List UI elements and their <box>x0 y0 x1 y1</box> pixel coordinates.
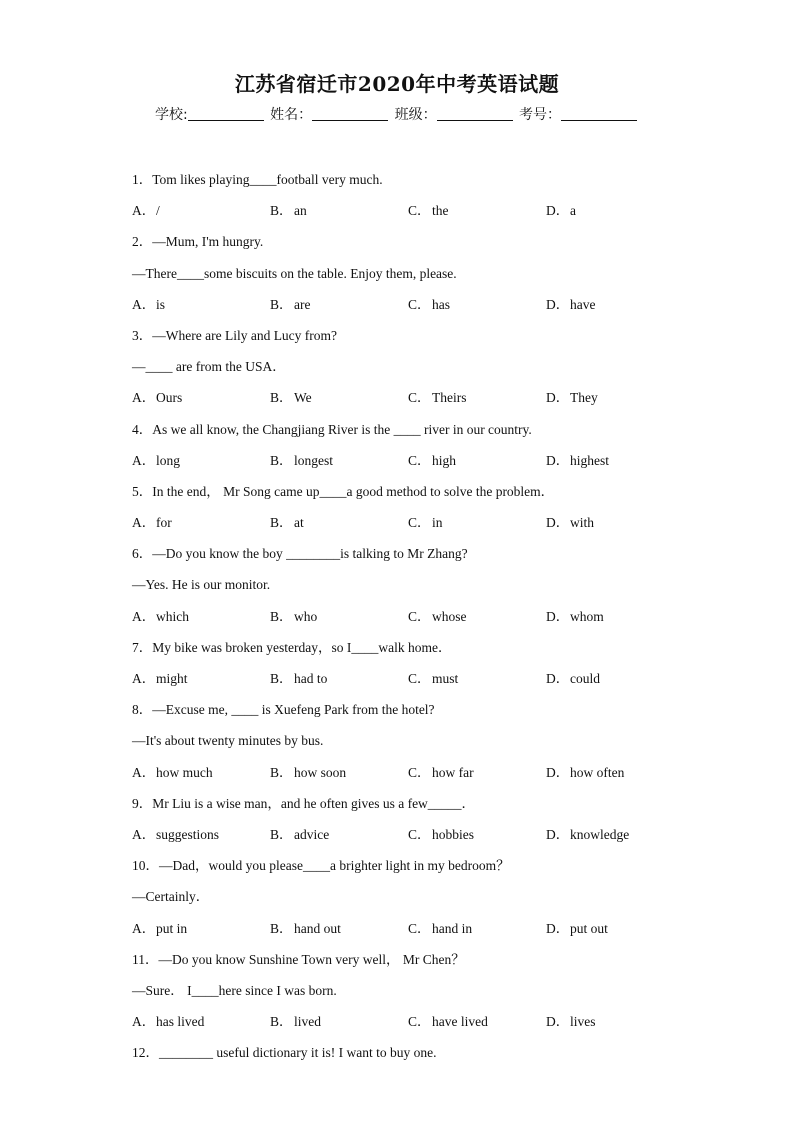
question-5 <box>132 476 692 538</box>
option-letter: D． <box>546 1014 570 1030</box>
option-text: highest <box>570 452 609 468</box>
answer-option[interactable] <box>408 913 546 944</box>
option-text: advice <box>294 826 330 842</box>
answer-option[interactable] <box>132 663 270 694</box>
question-stem: 2．—Mum, I'm hungry. <box>132 234 264 250</box>
question-dialogue-line: —It's about twenty minutes by bus. <box>132 733 324 749</box>
option-text: how much <box>156 764 213 780</box>
question-stem: 8．—Excuse me, ____ is Xuefeng Park from the hotel? <box>132 702 435 718</box>
option-letter: A． <box>132 203 156 219</box>
option-letter: D． <box>546 203 570 219</box>
answer-option[interactable] <box>132 507 270 538</box>
option-text: are <box>294 296 311 312</box>
option-text: lives <box>570 1014 596 1030</box>
option-text: has lived <box>156 1014 205 1030</box>
class-blank[interactable] <box>437 106 513 121</box>
answer-option[interactable] <box>132 195 270 226</box>
question-stem: 1．Tom likes playing____football very much. <box>132 172 383 187</box>
option-text: the <box>432 203 449 219</box>
option-letter: C． <box>408 296 431 312</box>
option-letter: D． <box>546 826 570 842</box>
answer-options <box>132 289 692 320</box>
option-text: They <box>570 390 598 406</box>
option-text: hand in <box>432 920 473 936</box>
answer-option[interactable] <box>546 445 684 476</box>
option-letter: A． <box>132 390 156 406</box>
answer-option[interactable] <box>408 757 546 788</box>
school-label: 学校: <box>154 107 188 123</box>
answer-option[interactable] <box>270 819 408 850</box>
option-text: whose <box>432 608 467 624</box>
question-7 <box>132 632 692 694</box>
option-text: has <box>432 296 450 312</box>
answer-options <box>132 445 692 476</box>
option-letter: D． <box>546 608 570 624</box>
answer-option[interactable] <box>408 507 546 538</box>
option-text: for <box>156 515 172 531</box>
answer-option[interactable] <box>408 445 546 476</box>
question-9 <box>132 788 692 850</box>
option-letter: C． <box>408 608 431 624</box>
option-text: hand out <box>294 920 341 936</box>
option-text: put in <box>156 920 188 936</box>
option-text: hobbies <box>432 826 474 842</box>
answer-option[interactable] <box>546 289 684 320</box>
answer-option[interactable] <box>546 195 684 226</box>
number-label: 考号： <box>519 107 562 123</box>
option-text: whom <box>570 608 604 624</box>
question-stem: 3．—Where are Lily and Lucy from? <box>132 327 338 343</box>
option-letter: B． <box>270 608 293 624</box>
answer-option[interactable] <box>546 507 684 538</box>
answer-options <box>132 663 692 694</box>
answer-options <box>132 757 692 788</box>
option-text: high <box>432 452 457 468</box>
answer-option[interactable] <box>546 601 684 632</box>
option-text: Theirs <box>432 390 467 406</box>
option-letter: A． <box>132 920 156 936</box>
option-text: long <box>156 452 181 468</box>
option-text: is <box>156 296 166 312</box>
answer-option[interactable] <box>270 507 408 538</box>
option-letter: C． <box>408 1014 431 1030</box>
answer-option[interactable] <box>408 382 546 413</box>
option-text: an <box>294 203 307 219</box>
question-stem: 11．—Do you know Sunshine Town very well， Mr Chen？ <box>132 951 465 967</box>
answer-options <box>132 507 692 538</box>
option-letter: C． <box>408 671 431 686</box>
question-2 <box>132 226 692 320</box>
option-letter: C． <box>408 390 431 406</box>
option-text: how soon <box>294 764 347 780</box>
option-letter: B． <box>270 920 293 936</box>
answer-option[interactable] <box>132 382 270 413</box>
answer-option[interactable] <box>132 913 270 944</box>
option-text: longest <box>294 452 333 468</box>
school-blank[interactable] <box>188 106 264 121</box>
option-letter: A． <box>132 452 156 468</box>
page-title: 江苏省宿迁市2020年中考英语试题 <box>234 72 560 96</box>
option-text: / <box>156 203 160 219</box>
answer-option[interactable] <box>546 1006 684 1037</box>
option-text: in <box>432 515 443 531</box>
option-letter: C． <box>408 764 431 780</box>
answer-option[interactable] <box>270 1006 408 1037</box>
option-letter: D． <box>546 671 570 686</box>
answer-option[interactable] <box>132 601 270 632</box>
answer-options <box>132 382 692 413</box>
answer-option[interactable] <box>270 195 408 226</box>
question-dialogue-line: —____ are from the USA． <box>132 359 286 375</box>
answer-option[interactable] <box>408 819 546 850</box>
answer-option[interactable] <box>132 289 270 320</box>
answer-option[interactable] <box>270 445 408 476</box>
option-letter: B． <box>270 671 293 686</box>
option-letter: B． <box>270 1014 293 1030</box>
question-dialogue-line: —Sure． I____here since I was born. <box>132 982 337 998</box>
class-label: 班级： <box>394 107 437 123</box>
answer-option[interactable] <box>132 757 270 788</box>
option-letter: A． <box>132 764 156 780</box>
option-text: had to <box>294 671 328 686</box>
answer-options <box>132 819 692 850</box>
answer-options <box>132 1006 692 1037</box>
option-text: with <box>570 515 595 531</box>
option-text: suggestions <box>156 826 220 842</box>
option-letter: A． <box>132 608 156 624</box>
option-text: put out <box>570 920 608 936</box>
student-info-line <box>0 104 794 124</box>
answer-option[interactable] <box>546 757 684 788</box>
question-stem: 7．My bike was broken yesterday，so I____walk home． <box>132 639 452 655</box>
answer-option[interactable] <box>546 819 684 850</box>
option-letter: B． <box>270 390 293 406</box>
option-letter: D． <box>546 296 570 312</box>
question-10 <box>132 850 692 944</box>
option-text: could <box>570 671 600 686</box>
answer-option[interactable] <box>270 289 408 320</box>
option-text: a <box>570 203 576 219</box>
option-text: might <box>156 671 188 686</box>
option-letter: B． <box>270 515 293 531</box>
question-4 <box>132 414 692 476</box>
answer-option[interactable] <box>546 382 684 413</box>
option-letter: A． <box>132 1014 156 1030</box>
number-blank[interactable] <box>561 106 637 121</box>
option-letter: A． <box>132 671 156 686</box>
option-letter: A． <box>132 826 156 842</box>
answer-options <box>132 601 692 632</box>
answer-option[interactable] <box>408 663 546 694</box>
question-12 <box>132 1037 692 1068</box>
question-stem: 6．—Do you know the boy ________is talking to Mr Zhang? <box>132 546 468 562</box>
name-label: 姓名： <box>270 107 313 123</box>
answer-option[interactable] <box>270 757 408 788</box>
answer-option[interactable] <box>270 913 408 944</box>
answer-options <box>132 913 692 944</box>
option-letter: C． <box>408 203 431 219</box>
option-text: knowledge <box>570 826 630 842</box>
option-text: lived <box>294 1014 321 1030</box>
question-stem: 9．Mr Liu is a wise man，and he often gives us a few_____． <box>132 795 476 811</box>
option-letter: A． <box>132 296 156 312</box>
answer-option[interactable] <box>270 601 408 632</box>
question-stem: 4．As we all know, the Changjiang River is the ____ river in our country. <box>132 421 532 437</box>
question-stem: 12．________ useful dictionary it is! I want to buy one. <box>132 1045 437 1061</box>
answer-option[interactable] <box>132 819 270 850</box>
question-list <box>132 164 692 1068</box>
option-text: must <box>432 671 459 686</box>
answer-option[interactable] <box>408 601 546 632</box>
option-letter: C． <box>408 452 431 468</box>
answer-option[interactable] <box>408 1006 546 1037</box>
option-letter: D． <box>546 515 570 531</box>
option-letter: D． <box>546 764 570 780</box>
option-text: have lived <box>432 1014 488 1030</box>
option-letter: D． <box>546 452 570 468</box>
option-text: which <box>156 608 189 624</box>
option-letter: A． <box>132 515 156 531</box>
name-blank[interactable] <box>312 106 388 121</box>
option-letter: D． <box>546 390 570 406</box>
option-text: how far <box>432 764 474 780</box>
option-letter: B． <box>270 452 293 468</box>
answer-option[interactable] <box>546 663 684 694</box>
answer-option[interactable] <box>408 289 546 320</box>
question-6 <box>132 538 692 632</box>
option-text: have <box>570 296 596 312</box>
option-letter: C． <box>408 920 431 936</box>
option-text: how often <box>570 764 625 780</box>
answer-options <box>132 195 692 226</box>
answer-option[interactable] <box>270 663 408 694</box>
option-letter: C． <box>408 515 431 531</box>
option-letter: B． <box>270 764 293 780</box>
question-1 <box>132 164 692 226</box>
question-stem: 5．In the end， Mr Song came up____a good method to solve the problem． <box>132 483 555 499</box>
answer-option[interactable] <box>546 913 684 944</box>
answer-option[interactable] <box>270 382 408 413</box>
question-dialogue-line: —Certainly． <box>132 889 210 905</box>
option-text: Ours <box>156 390 183 406</box>
question-dialogue-line: —There____some biscuits on the table. Enjoy them, please. <box>132 265 457 281</box>
question-8 <box>132 694 692 788</box>
option-letter: B． <box>270 203 293 219</box>
option-letter: B． <box>270 826 293 842</box>
option-letter: C． <box>408 826 431 842</box>
option-text: We <box>294 390 312 406</box>
answer-option[interactable] <box>408 195 546 226</box>
answer-option[interactable] <box>132 445 270 476</box>
question-dialogue-line: —Yes. He is our monitor. <box>132 577 271 593</box>
option-letter: D． <box>546 920 570 936</box>
option-text: who <box>294 608 318 624</box>
question-11 <box>132 944 692 1038</box>
question-stem: 10．—Dad，would you please____a brighter light in my bedroom？ <box>132 858 510 874</box>
question-3 <box>132 320 692 414</box>
answer-option[interactable] <box>132 1006 270 1037</box>
option-text: at <box>294 515 304 531</box>
option-letter: B． <box>270 296 293 312</box>
